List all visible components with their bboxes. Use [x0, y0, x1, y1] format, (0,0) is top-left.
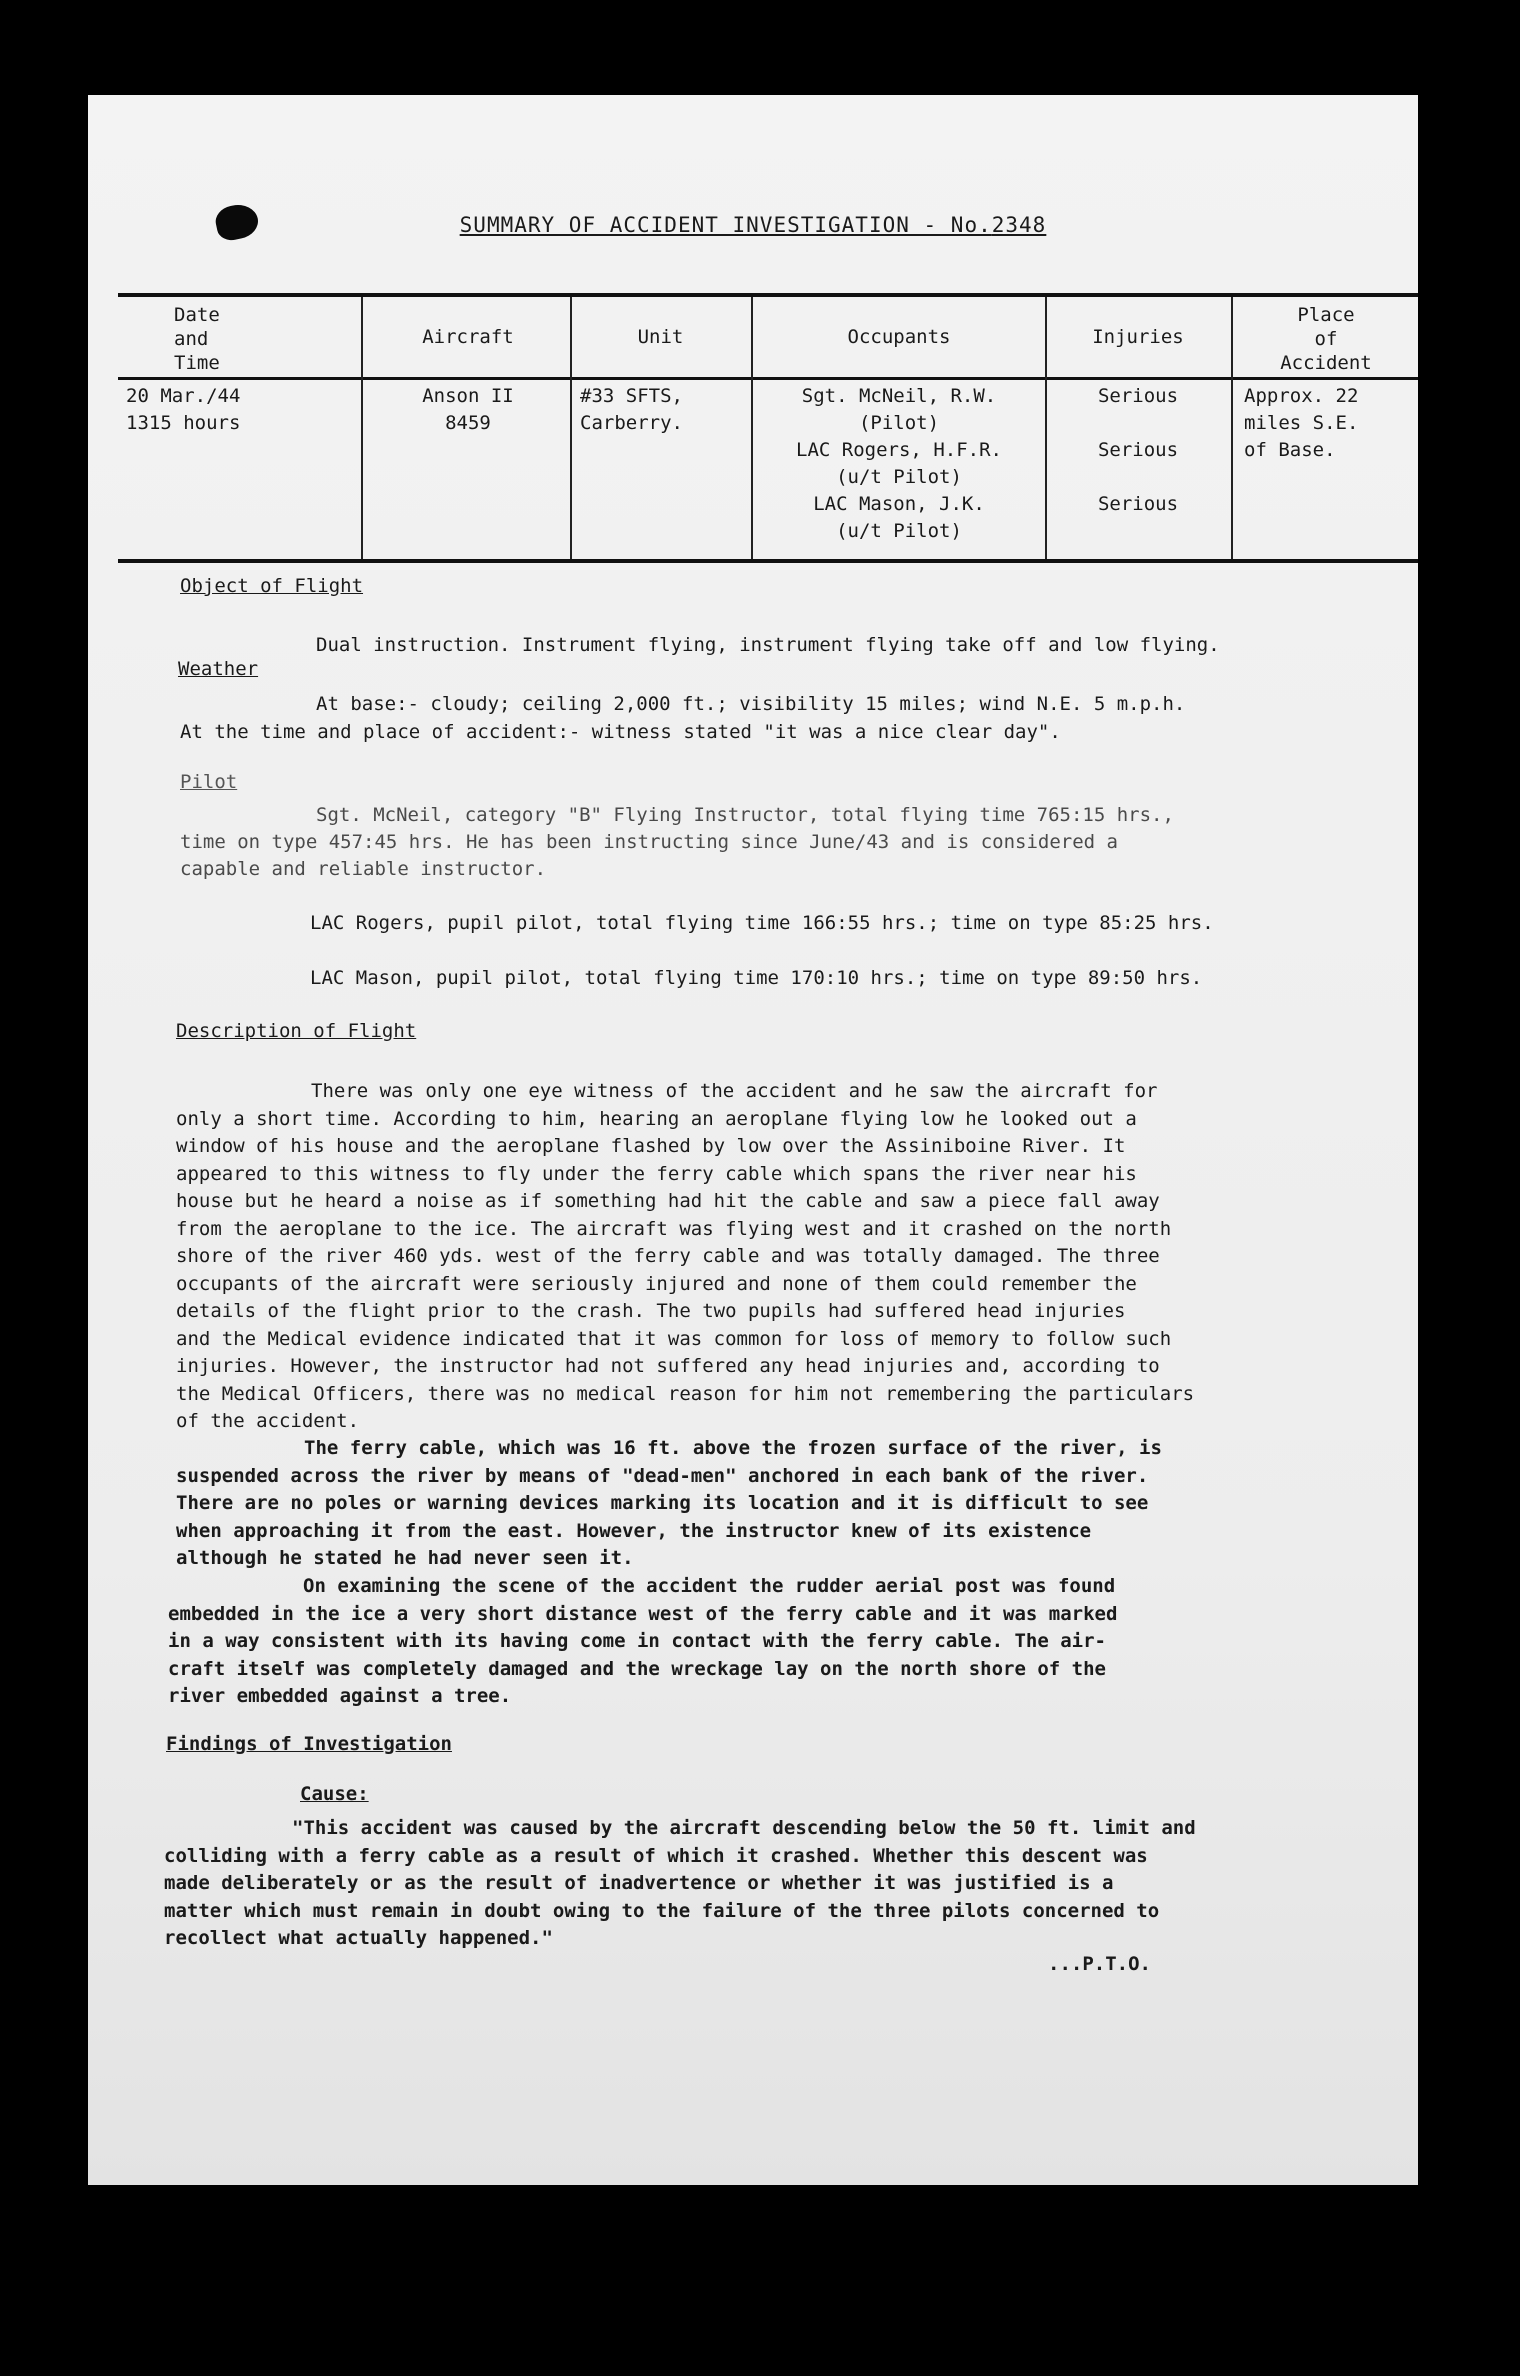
- cell-place: Approx. 22 miles S.E. of Base.: [1244, 385, 1359, 461]
- description-paragraph-1: There was only one eye witness of the accident and he saw the aircraft for only a short time. According to him, hearing an aeroplane flying low he looked out a window of his house and the aeroplane flashed by low over the Assiniboine River. It appeared to this witness to fly under the ferry cable which spans the river near his house but he heard a noise as if something had hit the cable and saw a piece fall away from the aeroplane to the ice. The aircraft was flying west and it crashed on the north shore of the river 460 yds. west of the ferry cable and was totally damaged. The three occupants of the aircraft were seriously injured and none of them could remember the details of the flight prior to the crash. The two pupils had suffered head injuries and the Medical evidence indicated that it was common for loss of memory to follow such injuries. However, the instructor had not suffered any head injuries and, according to the Medical Officers, there was no medical reason for him not remembering the particulars of the accident.: [176, 1080, 1195, 1432]
- findings-heading: Findings of Investigation: [166, 1733, 452, 1755]
- title-text: SUMMARY OF ACCIDENT INVESTIGATION - No.: [459, 213, 992, 237]
- description-paragraph-2: The ferry cable, which was 16 ft. above the frozen surface of the river, is suspended across the river by means of "dead-men" anchored in each bank of the river. There are no poles or warning devices marking its location and it is difficult to see when approaching it from the east. However, the instructor knew of its existence although he stated he had never seen it.: [176, 1437, 1162, 1569]
- mason-line: LAC Mason, pupil pilot, total flying time 170:10 hrs.; time on type 89:50 hrs.: [310, 967, 1203, 989]
- header-aircraft: Aircraft: [422, 326, 514, 348]
- cell-occupants: Sgt. McNeil, R.W. (Pilot) LAC Rogers, H.F.R. (u/t Pilot) LAC Mason, J.K. (u/t Pilot): [796, 385, 1002, 542]
- page-title: [88, 213, 1418, 237]
- cell-injury-1: Serious: [1097, 385, 1179, 407]
- object-heading: Object of Flight: [180, 575, 364, 597]
- rogers-line: LAC Rogers, pupil pilot, total flying time 166:55 hrs.; time on type 85:25 hrs.: [310, 912, 1214, 934]
- document-page: [88, 95, 1418, 2185]
- cell-unit: #33 SFTS, Carberry.: [580, 385, 683, 434]
- object-text: Dual instruction. Instrument flying, instrument flying take off and low flying.: [316, 634, 1220, 656]
- cell-date: 20 Mar./44 1315 hours: [126, 385, 241, 434]
- header-unit: Unit: [637, 326, 684, 348]
- cell-aircraft: Anson II 8459: [422, 385, 514, 434]
- cause-text: "This accident was caused by the aircraft descending below the 50 ft. limit and colliding with a ferry cable as a result of which it crashed. Whether this descent was made deliberately or as the result of inadvertence or whether it was justified is a matter which must remain in doubt owing to the failure of the three pilots concerned to recollect what actually happened.": [164, 1817, 1196, 1949]
- cell-injury-2: Serious: [1097, 439, 1179, 461]
- cause-heading: Cause:: [300, 1783, 369, 1805]
- pilot-line-1: Sgt. McNeil, category "B" Flying Instructor, total flying time 765:15 hrs.,: [316, 804, 1174, 826]
- investigation-number: 2348: [991, 213, 1047, 237]
- pilot-line-3: capable and reliable instructor.: [180, 858, 547, 880]
- header-place: Place of Accident: [1280, 304, 1372, 374]
- weather-line-1: At base:- cloudy; ceiling 2,000 ft.; visibility 15 miles; wind N.E. 5 m.p.h.: [316, 693, 1186, 715]
- accident-table: [118, 293, 1418, 563]
- weather-line-2: At the time and place of accident:- witness stated "it was a nice clear day".: [180, 721, 1061, 743]
- header-injuries: Injuries: [1092, 326, 1184, 348]
- pilot-heading: Pilot: [180, 771, 238, 793]
- weather-heading: Weather: [178, 658, 259, 680]
- pilot-line-2: time on type 457:45 hrs. He has been instructing since June/43 and is considered a: [180, 831, 1118, 853]
- pto-note: ...P.T.O.: [1048, 1953, 1151, 1975]
- cell-injury-3: Serious: [1097, 493, 1179, 515]
- description-heading: Description of Flight: [176, 1020, 417, 1042]
- description-paragraph-3: On examining the scene of the accident the rudder aerial post was found embedded in the ice a very short distance west of the ferry cable and it was marked in a way consistent with its having come in contact with the ferry cable. The air- craft itself was completely damaged and the wreckage lay on the north shore of the river embedded against a tree.: [168, 1575, 1118, 1707]
- header-occupants: Occupants: [847, 326, 951, 348]
- header-date: Date and Time: [174, 304, 220, 374]
